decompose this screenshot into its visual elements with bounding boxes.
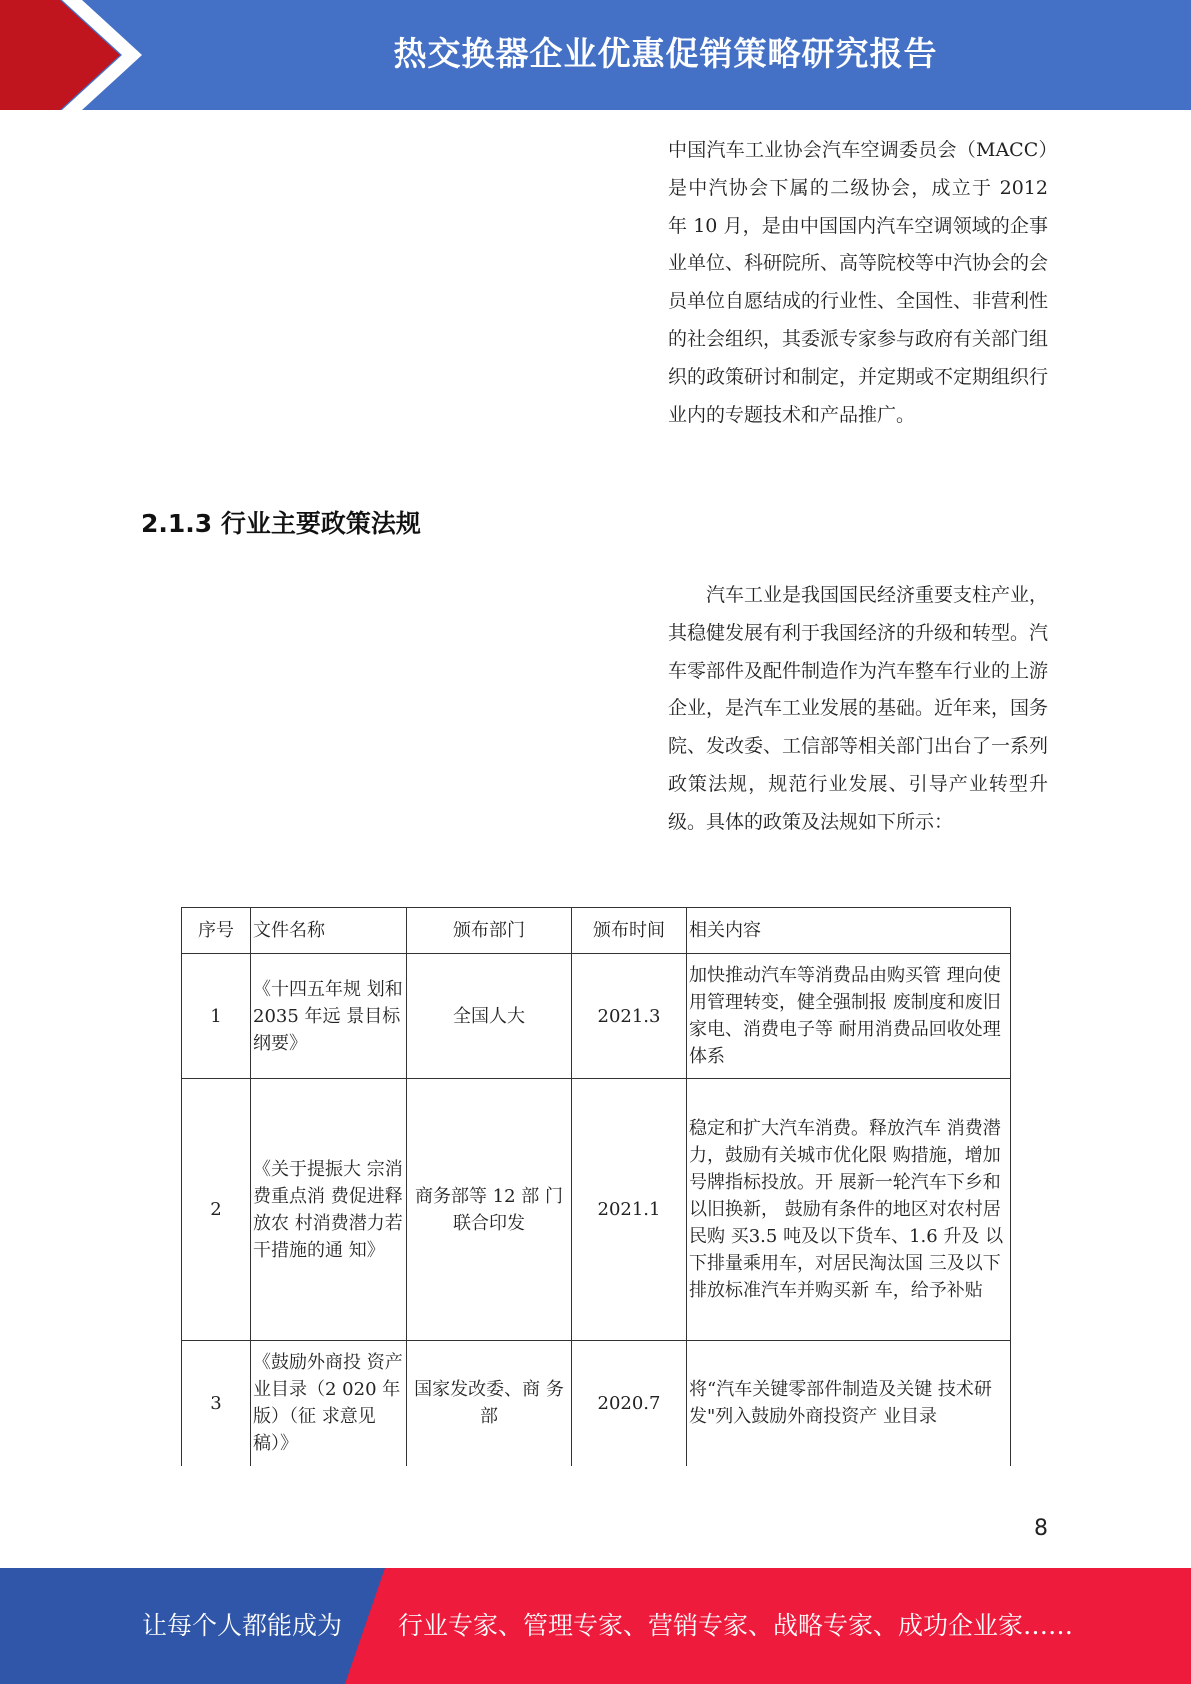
report-title: 热交换器企业优惠促销策略研究报告: [393, 34, 938, 73]
header-dept: 颁布部门: [407, 908, 572, 954]
cell-date: 2020.7: [572, 1341, 687, 1466]
cell-name: 《鼓励外商投 资产业目录（2 020 年版）（征 求意见稿）》: [251, 1341, 407, 1466]
cell-dept: 国家发改委、商 务部: [407, 1341, 572, 1466]
table-row: [182, 1341, 1011, 1466]
header-content: 相关内容: [687, 908, 1011, 954]
cell-content: 加快推动汽车等消费品由购买管 理向使用管理转变，健全强制报 废制度和废旧家电、消费电子等 耐用消费品回收处理体系: [687, 954, 1011, 1079]
report-footer: [0, 1568, 1191, 1684]
policy-table: [181, 907, 1011, 1466]
report-header: [0, 0, 1191, 110]
header-date: 颁布时间: [572, 908, 687, 954]
cell-date: 2021.1: [572, 1079, 687, 1341]
cell-name: 《十四五年规 划和 2035 年远 景目标纲要》: [251, 954, 407, 1079]
section-paragraph: 汽车工业是我国国民经济重要支柱产业，其稳健发展有利于我国经济的升级和转型。汽车零部件及配件制造作为汽车整车行业的上游企业，是汽车工业发展的基础。近年来，国务院、发改委、工信部等相关部门出台了一系列政策法规，规范行业发展、引导产业转型升级。具体的政策及法规如下所示：: [668, 584, 1049, 833]
cell-content: 稳定和扩大汽车消费。释放汽车 消费潜力，鼓励有关城市优化限 购措施，增加号牌指标投放。开 展新一轮汽车下乡和以旧换新， 鼓励有条件的地区对农村居民购 买3.5 吨及以下货车、1.6 升及 以下排量乘用车，对居民淘汰国 三及以下排放标准汽车并购买新 车，给予补贴: [687, 1079, 1011, 1341]
cell-name: 《关于提振大 宗消费重点消 费促进释放农 村消费潜力若干措施的通 知》: [251, 1079, 407, 1341]
cell-date: 2021.3: [572, 954, 687, 1079]
footer-slogan-left: 让每个人都能成为: [142, 1611, 343, 1640]
cell-dept: 商务部等 12 部 门联合印发: [407, 1079, 572, 1341]
table-row: [182, 1079, 1011, 1341]
table-header-row: [182, 908, 1011, 954]
intro-paragraph: 中国汽车工业协会汽车空调委员会（MACC）是中汽协会下属的二级协会，成立于 2012 年 10 月，是由中国国内汽车空调领域的企事业单位、科研院所、高等院校等中汽协会的会员单位自愿结成的行业性、全国性、非营利性的社会组织，其委派专家参与政府有关部门组织的政策研讨和制定，并定期或不定期组织行业内的专题技术和产品推广。: [668, 139, 1049, 426]
cell-dept: 全国人大: [407, 954, 572, 1079]
table-row: [182, 954, 1011, 1079]
cell-num: 2: [182, 1079, 251, 1341]
cell-num: 1: [182, 954, 251, 1079]
section-heading: 2.1.3 行业主要政策法规: [141, 509, 421, 538]
footer-slogan-right: 行业专家、管理专家、营销专家、战略专家、成功企业家……: [398, 1611, 1074, 1640]
header-num: 序号: [182, 908, 251, 954]
header-name: 文件名称: [251, 908, 407, 954]
cell-content: 将“汽车关键零部件制造及关键 技术研发"列入鼓励外商投资产 业目录: [687, 1341, 1011, 1466]
page-number: 8: [1034, 1516, 1048, 1541]
cell-num: 3: [182, 1341, 251, 1466]
